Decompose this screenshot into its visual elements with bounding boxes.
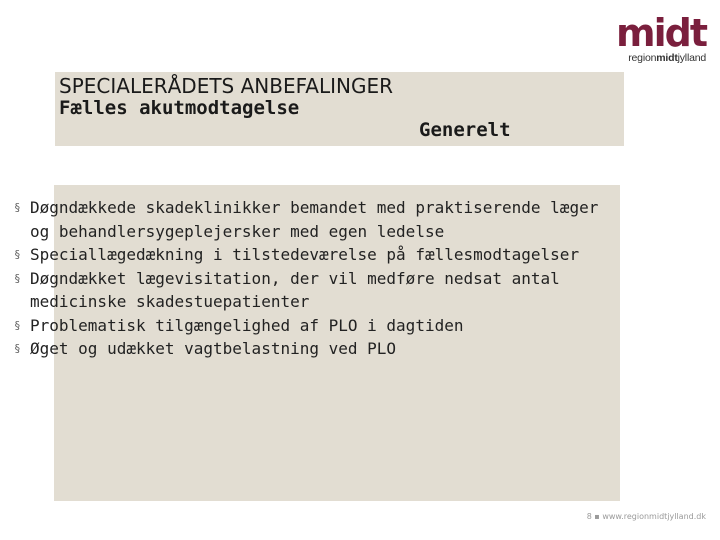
logo-sub-prefix: region [628, 52, 657, 64]
logo-sub-suffix: jylland [677, 52, 706, 64]
bullet-item [10, 196, 620, 243]
bullet-marker: § [14, 271, 21, 285]
bullet-text: Døgndækkede skadeklinikker bemandet med praktiserende læger og behandlersygeplejersker med egen ledelse [30, 198, 599, 241]
bullet-marker: § [14, 342, 21, 355]
slide-subtitle: Fælles akutmodtagelse [59, 97, 300, 119]
bullet-marker: § [14, 248, 21, 261]
bullet-item [10, 314, 620, 338]
bullet-marker: § [14, 318, 21, 332]
title-box [55, 72, 624, 146]
bullet-item [10, 337, 620, 361]
bullet-item [10, 243, 620, 267]
page-number: 8 [586, 512, 592, 521]
slide-section-label: Generelt [419, 119, 511, 141]
logo-subtitle [616, 52, 706, 64]
bullet-text: Øget og udækket vagtbelastning ved PLO [30, 339, 397, 358]
bullet-item [10, 267, 620, 314]
region-logo [616, 11, 706, 64]
footer [587, 512, 706, 521]
bullet-text: Problematisk tilgængelighed af PLO i dagtiden [30, 315, 464, 335]
bullet-text: Speciallægedækning i tilstedeværelse på fællesmodtagelser [30, 245, 580, 264]
logo-sub-bold: midt [656, 52, 678, 64]
bullet-text: Døgndækket lægevisitation, der vil medføre nedsat antal medicinske skadestuepatienter [30, 268, 560, 311]
slide-title: SPECIALERÅDETS ANBEFALINGER [59, 74, 393, 98]
bullet-list [10, 196, 620, 361]
footer-url: www.regionmidtjylland.dk [602, 512, 706, 521]
footer-separator: ▪ [594, 512, 600, 521]
logo-wordmark: midt [616, 11, 706, 55]
bullet-marker: § [14, 201, 21, 214]
